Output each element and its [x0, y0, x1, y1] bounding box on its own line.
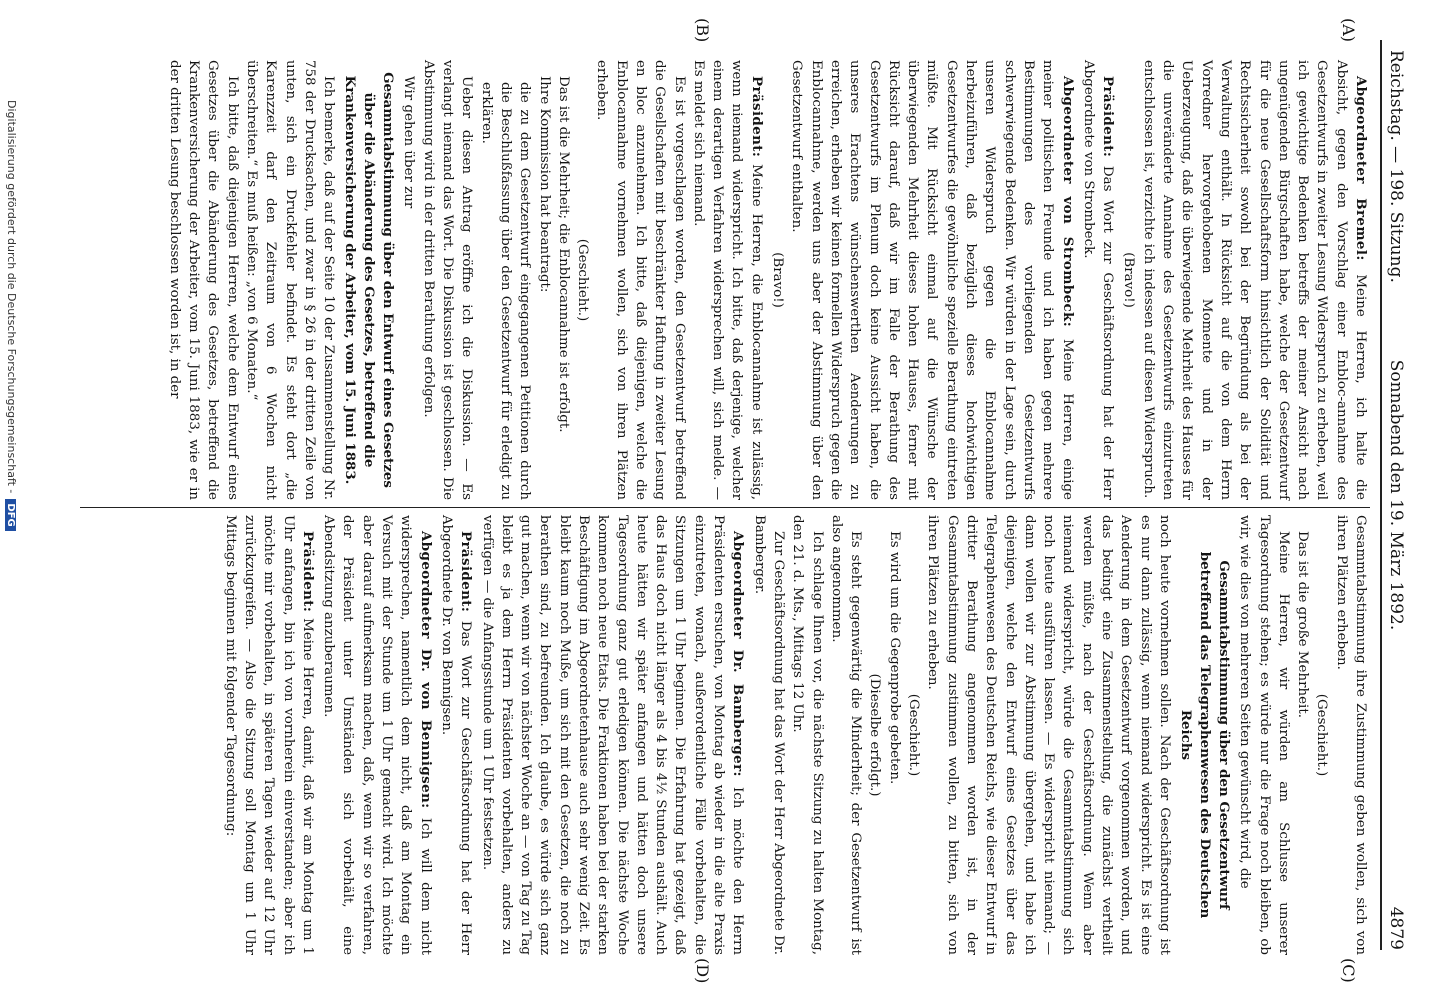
- speaker-name: Präsident:: [748, 76, 765, 158]
- dfg-logo: DFG: [5, 499, 16, 530]
- paragraph: Ich bemerke, daß auf der Seite 10 der Zusammenstellung Nr. 758 der Drucksachen, und zwar in § 26 in der dritten Zeile von unten, sich ein Druckfehler befindet. Es steht dort „die Karenzzeit darf den Zeitraum von 6 Wochen nicht überschreiten.“ Es muß heißen: „von 6 Monaten.“: [243, 60, 337, 500]
- speaker-name: Abgeordneter Dr. Bamberger:: [730, 531, 747, 777]
- left-column: [164, 60, 1370, 500]
- speech-text: Meine Herren, ich halte die Absicht, gegen den Vorschlag einer Enbloc-annahme des Gesetzentwurfs in zweiter Lesung Widerspruch zu erheben, weil ich gewichtige Bedenken betreffs der meiner Ansicht nach ungenügenden Bürgschaften habe, welche der Gesetzentwurf für die neue Gesellschaftsform hinsichtlich der Solidität und Rechtssicherheit sowohl bei der Begründung als bei der Verwaltung enthält. In Rücksicht auf die von dem Herrn Vorredner hervorgehobenen Momente und in der Ueberzeugung, daß die überwiegende Mehrheit des Hauses für die unveränderte Annahme des Gesetzentwurfs einzutreten entschlossen ist, verzichte ich indessen auf diesen Widerspruch.: [1140, 60, 1368, 500]
- credit-text: Digitalisierung gefördert durch die Deutsche Forschungsgemeinschaft -: [5, 100, 18, 494]
- margin-marker-c: (C): [1339, 958, 1358, 983]
- paragraph: Wir gehen über zur: [401, 76, 417, 209]
- speech-text: Meine Herren, die Enblocannahme ist zulässig, wenn niemand widerspricht. Ich bitte, daß derjenige, welcher einem derartigen Verfahren widersprechen will, sich melde. — Es meldet sich niemand.: [690, 60, 764, 500]
- paragraph: Zur Geschäftsordnung hat das Wort der Herr Abgeordnete Dr. Bamberger.: [751, 515, 786, 955]
- reaction: (Dieselbe erfolgt.): [867, 673, 883, 797]
- paragraph: Ihre Kommission hat beantragt:: [536, 76, 552, 293]
- paragraph: [319, 515, 435, 955]
- paragraph: [689, 60, 766, 500]
- paragraph: noch heute vornehmen sollen. Nach der Geschäftsordnung ist es nur dann zulässig, wenn niemand widerspricht. Es ist eine Aenderung in dem Gesetzentwurf vorgenommen worden, und das bedingt eine Zusammenstellung, die zunächst vertheilt werden müßte, nach der Geschäftsordnung. Wenn aber niemand widerspricht, würde die Gesammtabstimmung sich noch heute ausführen lassen. — Es widerspricht niemand; — dann wollen wir zur Abstimmung übergehen, und habe ich diejenigen, welche den Entwurf eines Gesetzes über das Telegraphenwesen des Deutschen Reichs, wie dieser Entwurf in dritter Berathung angenommen worden ist, in der Gesammtabstimmung zustimmen wollen, zu bitten, sich von ihren Plätzen zu erheben.: [925, 515, 1172, 955]
- paragraph: [437, 515, 476, 955]
- speaker-name: Präsident:: [299, 531, 316, 613]
- speaker-name: Präsident:: [458, 531, 475, 613]
- paragraph: Meine Herren, wir würden am Schlusse unserer Tagesordnung stehen; es würde nur die Frage noch bleiben, ob wir, wie dies von mehreren Seiten gewünscht wird, die: [1237, 515, 1291, 955]
- reaction: (Geschieht.): [906, 693, 922, 777]
- paragraph: Ich bitte, daß diejenigen Herren, welche dem Entwurf eines Gesetzes über die Abänderung des Gesetzes, betreffend die Krankenversicherung der Arbeiter, vom 15. Juni 1883, wie er in der dritten Lesung beschlossen worden ist, in der: [166, 60, 240, 500]
- margin-marker-a: (A): [1339, 18, 1358, 43]
- paragraph: [1079, 60, 1118, 500]
- paragraph: Es wird um die Gegenprobe gebeten.: [886, 531, 902, 785]
- paragraph: Es ist vorgeschlagen worden, den Gesetzentwurf betreffend die Gesellschaften mit beschränkter Haftung in zweiter Lesung en bloc anzunehmen. Ich bitte, daß diejenigen, welche die Enblocannahme vornehmen wollen, sich von ihren Plätzen erheben.: [594, 60, 687, 500]
- speech-text: Ich möchte den Herrn Präsidenten ersuchen, von Montag ab wieder in die alte Praxis einzutreten, wonach, außerordentliche Fälle vorbehalten, die Sitzungen um 1 Uhr beginnen. Die Erfahrung hat gezeigt, daß das Haus doch nicht länger als 4 bis 4½ Stunden aushält. Auch heute hätten wir später anfangen und hätten doch unsere Tagesordnung ganz gut erledigen können. Die nächste Woche kommen noch neue Etats. Die Fraktionen haben bei der starken Beschäftigung im Abgeordnetenhause auch sehr wenig Zeit. Es bleibt kaum noch Muße, um sich mit den Gesetzen, die noch zu berathen sind, zu befreunden. Ich glaube, es würde sich ganz gut machen, wenn wir von nächster Woche an — von Tag zu Tag bleibt es ja dem Herrn Präsidenten vorbehalten, anders zu verfügen — die Anfangsstunde um 1 Uhr festsetzen.: [479, 515, 746, 955]
- speaker-name: Abgeordneter Bremel:: [1353, 76, 1369, 261]
- speaker-name: Präsident:: [1100, 76, 1117, 158]
- paragraph: [1138, 60, 1370, 500]
- speech-text: Das Wort zur Geschäftsordnung hat der Herr Abgeordnete Dr. von Bennigsen.: [438, 515, 474, 955]
- header-rule: [1380, 40, 1382, 950]
- margin-marker-d: (D): [693, 958, 712, 984]
- reaction: (Geschieht.): [575, 238, 591, 322]
- right-column: [220, 515, 1370, 955]
- reaction: (Bravo!): [1121, 252, 1137, 308]
- column-divider: [80, 507, 1370, 508]
- agenda-item-heading: Gesammtabstimmung über den Gesetzentwurf betreffend das Telegraphenwesen des Deutschen Reichs: [1177, 551, 1232, 919]
- speaker-name: Abgeordneter Dr. von Bennigsen:: [417, 531, 434, 809]
- motion-quote: die zu dem Gesetzentwurf eingegangenen Petitionen durch die Beschlußfassung über den Gesetzentwurf für erledigt zu erklären.: [478, 82, 533, 500]
- speech-text: Meine Herren, einige meiner politischen Freunde und ich haben gegen mehrere Bestimmungen des vorliegenden Gesetzentwurfs schwerwiegende Bedenken. Wir würden in der Lage sein, durch unseren Widerspruch gegen die Enblocannahme herbeizuführen, daß bezüglich dieses hochwichtigen Gesetzentwurfes die gewöhnliche spezielle Berathung eintreten müßte. Mit Rücksicht einmal auf die Wünsche der überwiegenden Mehrheit dieses hohen Hauses, ferner mit Rücksicht darauf, daß wir im Falle der Berathung des Gesetzentwurfs im Plenum doch keine Aussicht haben, die unseres Erachtens wünschenswerthen Aenderungen zu erreichen, erheben wir keinen formellen Widerspruch gegen die Enblocannahme, werden uns aber der Abstimmung über den Gesetzentwurf enthalten.: [789, 60, 1075, 500]
- speaker-name: Abgeordneter von Strombeck:: [1059, 76, 1076, 328]
- paragraph: Es steht gegenwärtig die Minderheit; der Gesetzentwurf ist also angenommen.: [828, 515, 864, 955]
- speech-text: Das Wort zur Geschäftsordnung hat der Herr Abgeordnete von Strombeck.: [1080, 60, 1116, 500]
- reaction: (Geschieht.): [1314, 693, 1330, 777]
- paragraph: [477, 515, 747, 955]
- speech-text: Meine Herren, damit, daß wir am Montag um 1 Uhr anfangen, bin ich von vornherein einverstanden; aber ich möchte mir vorbehalten, in späteren Tagen wieder auf 12 Uhr zurückzugreifen. — Also die Sitzung soll Montag um 1 Uhr Mittags beginnen mit folgender Tagesordnung:: [222, 515, 315, 956]
- paragraph: Ueber diesen Antrag eröffne ich die Diskussion. — Es verlangt niemand das Wort. Die Diskussion ist geschlossen. Die Abstimmung wird in der dritten Berathung erfolgen.: [420, 60, 475, 500]
- paragraph: Ich schlage Ihnen vor, die nächste Sitzung zu halten Montag, den 21. d. Mts., Mittags 12 Uhr.: [790, 515, 825, 955]
- margin-marker-b: (B): [693, 18, 712, 43]
- digitization-credit: [5, 100, 18, 531]
- header-left: Reichstag. — 198. Sitzung.: [1386, 50, 1406, 283]
- header-date: Sonnabend den 19. März 1892.: [1386, 359, 1406, 631]
- reaction: (Bravo!): [770, 252, 786, 308]
- paragraph: Das ist die große Mehrheit.: [1295, 531, 1311, 718]
- paragraph: [220, 515, 316, 955]
- page-header: [1382, 40, 1408, 950]
- page-number: 4879: [1386, 906, 1406, 950]
- paragraph: Gesammtabstimmung ihre Zustimmung geben wollen, sich von ihren Plätzen erheben.: [1333, 515, 1368, 955]
- paragraph: Das ist die Mehrheit; die Enblocannahme ist erfolgt.: [555, 76, 571, 433]
- paragraph: [787, 60, 1076, 500]
- agenda-item-heading: Gesammtabstimmung über den Entwurf eines Gesetzes über die Abänderung des Gesetzes, betreffend die Krankenversicherung der Arbeiter, vom 15. Juni 1883.: [342, 72, 397, 488]
- speech-text: Ich will dem nicht widersprechen, namentlich dem nicht, daß am Montag ein Versuch mit der Stunde um 1 Uhr gemacht wird. Ich möchte aber darauf aufmerksam machen, daß, wenn wir so verfahren, der Präsident unter Umständen sich vorbehält, eine Abendsitzung anzuberaumen.: [321, 515, 433, 955]
